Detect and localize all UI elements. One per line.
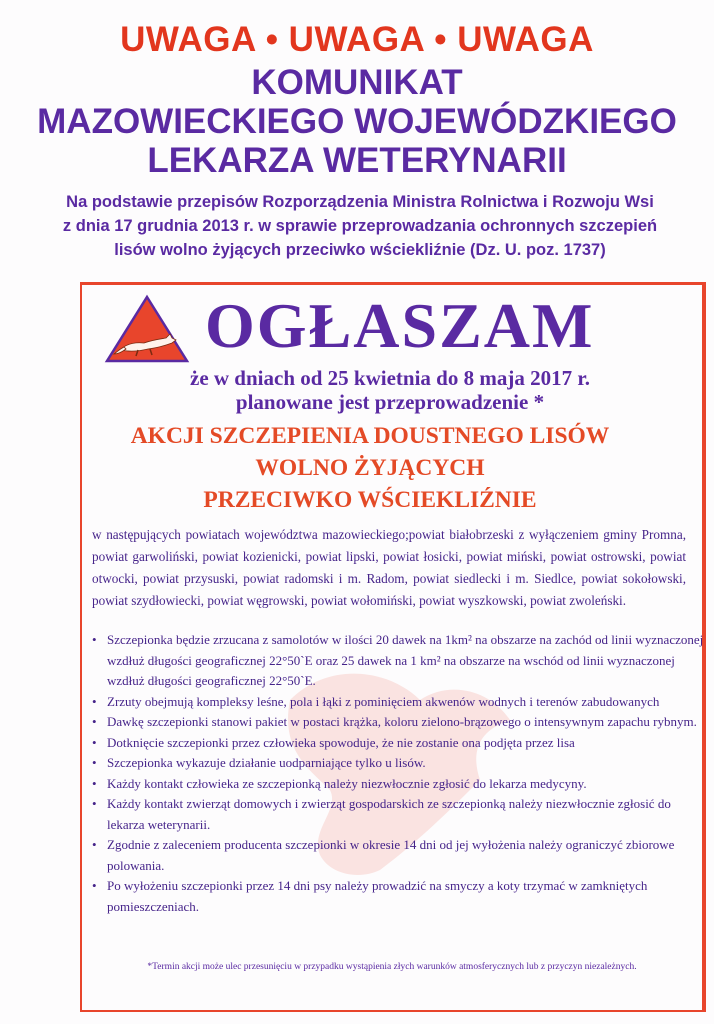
- action-line: WOLNO ŻYJĄCYCH: [255, 455, 485, 481]
- list-item: • Szczepionka będzie zrzucana z samolotów w ilości 20 dawek na 1km² na obszarze na zachód od linii wyznaczonej wzdłuż długości geograficznej 22°50`E oraz 25 dawek na 1 km² na obszarze na wschód od linii wyznaczonej wzdłuż długości geograficznej 22°50`E.: [107, 630, 707, 692]
- intro-line: Na podstawie przepisów Rozporządzenia Ministra Rolnictwa i Rozwoju Wsi: [66, 193, 654, 211]
- intro-line: lisów wolno żyjących przeciwko wściekliźnie (Dz. U. poz. 1737): [114, 241, 606, 259]
- action-line: PRZECIWKO WŚCIEKLIŹNIE: [203, 487, 537, 513]
- campaign-dates: [100, 366, 680, 414]
- action-line: AKCJI SZCZEPIENIA DOUSTNEGO LISÓW: [130, 423, 610, 449]
- action-title: [40, 420, 700, 516]
- fox-warning-triangle-icon: [104, 294, 190, 364]
- intro-line: z dnia 17 grudnia 2013 r. w sprawie przeprowadzania ochronnych szczepień: [62, 217, 658, 235]
- announcement-heading: OGŁASZAM: [205, 290, 595, 361]
- list-item: • Każdy kontakt człowieka ze szczepionką należy niezwłocznie zgłosić do lekarza medycyny.: [107, 774, 707, 795]
- date-line: że w dniach od 25 kwietnia do 8 maja 2017 r.: [190, 366, 590, 390]
- title-line-2: MAZOWIECKIEGO WOJEWÓDZKIEGO: [37, 102, 677, 141]
- title-line-1: KOMUNIKAT: [251, 63, 463, 102]
- date-line: planowane jest przeprowadzenie *: [235, 390, 545, 414]
- list-item: • Każdy kontakt zwierząt domowych i zwierząt gospodarskich ze szczepionką należy niezwłocznie zgłosić do lekarza weterynarii.: [107, 794, 707, 835]
- list-item: • Dawkę szczepionki stanowi pakiet w postaci krążka, koloru zielono-brązowego o intensywnym zapachu rybnym.: [107, 712, 707, 733]
- warning-header: UWAGA • UWAGA • UWAGA: [120, 20, 594, 59]
- rules-list: [92, 630, 707, 917]
- list-item: • Zgodnie z zaleceniem producenta szczepionki w okresie 14 dni od jej wyłożenia należy ograniczyć zbiorowe polowania.: [107, 835, 707, 876]
- list-item: • Po wyłożeniu szczepionki przez 14 dni psy należy prowadzić na smyczy a koty trzymać w zamkniętych pomieszczeniach.: [107, 876, 707, 917]
- list-item: • Szczepionka wykazuje działanie uodparniające tylko u lisów.: [107, 753, 707, 774]
- footnote: *Termin akcji może ulec przesunięciu w przypadku wystąpienia złych warunków atmosferycznych lub z przyczyn niezależnych.: [147, 962, 637, 972]
- legal-basis: [30, 190, 690, 262]
- list-item: • Zrzuty obejmują kompleksy leśne, pola i łąki z pominięciem akwenów wodnych i terenów zabudowanych: [107, 692, 707, 713]
- districts-paragraph: w następujących powiatach województwa mazowieckiego;powiat białobrzeski z wyłączeniem gminy Promna, powiat garwoliński, powiat kozienicki, powiat lipski, powiat łosicki, powiat miński, powiat ostrowski, powiat otwocki, powiat przysuski, powiat radomski i m. Radom, powiat siedlecki i m. Siedlce, powiat sokołowski, powiat szydłowiecki, powiat węgrowski, powiat wołomiński, powiat wyszkowski, powiat zwoleński.: [92, 527, 686, 608]
- list-item: • Dotknięcie szczepionki przez człowieka spowoduje, że nie zostanie ona podjęta przez lisa: [107, 733, 707, 754]
- title-line-3: LEKARZA WETERYNARII: [147, 141, 567, 180]
